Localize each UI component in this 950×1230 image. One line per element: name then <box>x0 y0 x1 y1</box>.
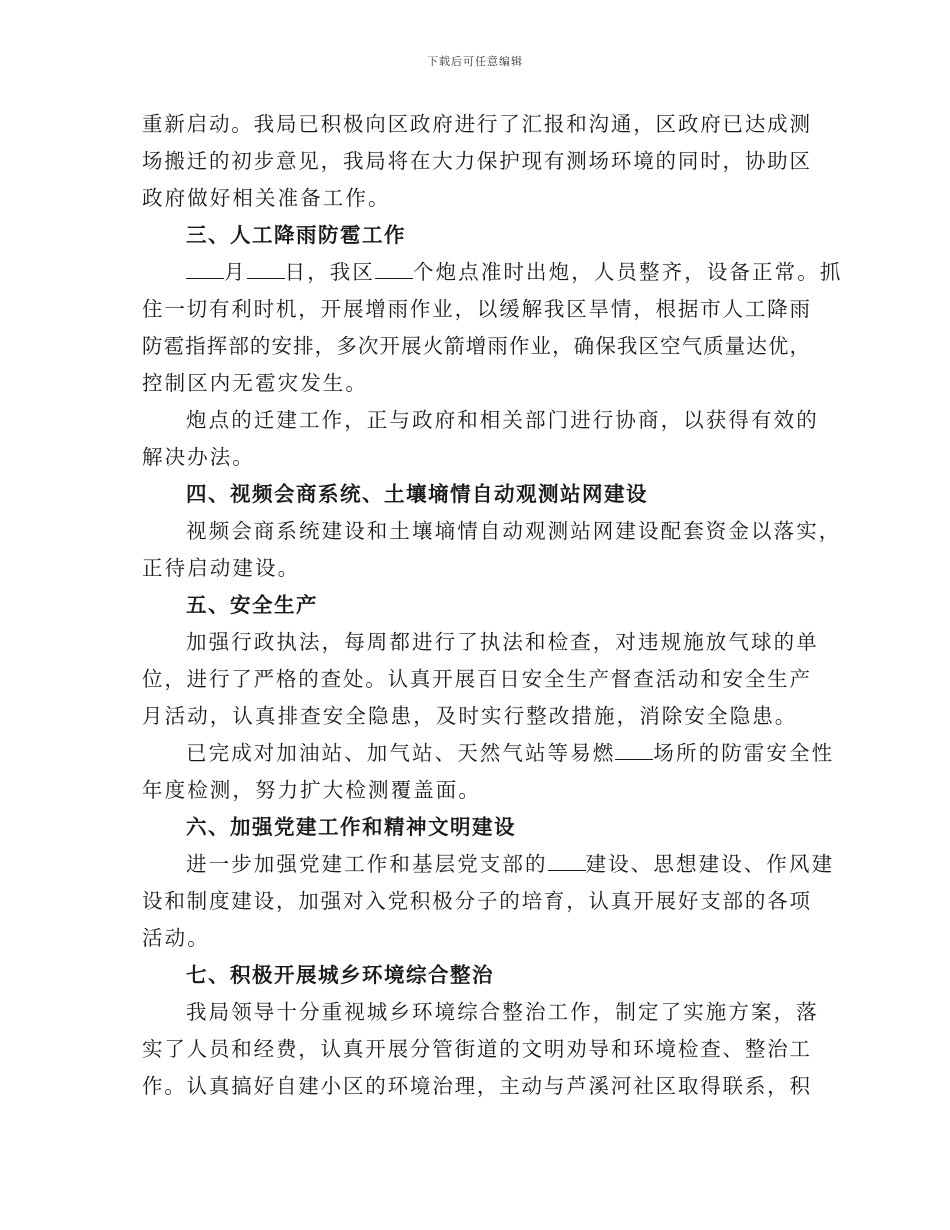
fill-blank <box>375 256 413 279</box>
paragraph-line: 作。认真搞好自建小区的环境治理，主动与芦溪河社区取得联系，积 <box>142 1074 810 1098</box>
section-heading-3: 三、人工降雨防雹工作 <box>186 223 406 247</box>
text-run: 已完成对加油站、加气站、天然气站等易燃 <box>186 741 616 765</box>
text-run: 月 <box>224 260 247 284</box>
paragraph-line: 我局领导十分重视城乡环境综合整治工作，制定了实施方案，落 <box>186 1000 819 1024</box>
paragraph-line: 位，进行了严格的查处。认真开展百日安全生产督查活动和安全生产 <box>142 667 810 691</box>
paragraph-line: 控制区内无雹灾发生。 <box>142 371 368 395</box>
paragraph-line: 加强行政执法，每周都进行了执法和检查，对违规施放气球的单 <box>186 630 819 654</box>
paragraph-line: 场搬迁的初步意见，我局将在大力保护现有测场环境的同时，协助区 <box>142 149 810 173</box>
paragraph-line <box>142 846 835 883</box>
paragraph-line <box>142 735 835 772</box>
section-heading-5: 五、安全生产 <box>186 593 318 617</box>
section-heading-6: 六、加强党建工作和精神文明建设 <box>186 815 516 839</box>
fill-blank <box>615 737 653 760</box>
paragraph-line: 视频会商系统建设和土壤墒情自动观测站网建设配套资金以落实， <box>186 519 842 543</box>
text-run: 进一步加强党建工作和基层党支部的 <box>186 852 548 876</box>
paragraph-line: 活动。 <box>142 926 210 950</box>
paragraph-line: 月活动，认真排查安全隐患，及时实行整改措施，消除安全隐患。 <box>142 704 798 728</box>
paragraph-line: 政府做好相关准备工作。 <box>142 186 391 210</box>
paragraph-line: 设和制度建设，加强对入党积极分子的培育，认真开展好支部的各项 <box>142 889 810 913</box>
document-body <box>142 106 843 1105</box>
paragraph-line: 正待启动建设。 <box>142 556 301 580</box>
paragraph-line: 防雹指挥部的安排，多次开展火箭增雨作业，确保我区空气质量达优， <box>142 334 810 358</box>
paragraph-line: 实了人员和经费，认真开展分管街道的文明劝导和环境检查、整治工 <box>142 1037 810 1061</box>
page-header: 下载后可任意编辑 <box>427 55 523 68</box>
paragraph-line <box>142 254 843 291</box>
fill-blank <box>186 256 224 279</box>
paragraph-line: 解决办法。 <box>142 445 255 469</box>
paragraph-line: 年度检测，努力扩大检测覆盖面。 <box>142 778 481 802</box>
fill-blank <box>247 256 285 279</box>
text-run: 个炮点准时出炮，人员整齐，设备正常。抓 <box>413 260 843 284</box>
paragraph-line: 住一切有利时机，开展增雨作业，以缓解我区旱情，根据市人工降雨 <box>142 297 810 321</box>
text-run: 建设、思想建设、作风建 <box>585 852 835 876</box>
section-heading-7: 七、积极开展城乡环境综合整治 <box>186 963 494 987</box>
text-run: 场所的防雷安全性 <box>653 741 835 765</box>
fill-blank <box>548 848 586 871</box>
section-heading-4: 四、视频会商系统、土壤墒情自动观测站网建设 <box>186 482 648 506</box>
text-run: 日，我区 <box>284 260 376 284</box>
paragraph-line: 炮点的迁建工作，正与政府和相关部门进行协商，以获得有效的 <box>186 408 819 432</box>
paragraph-line: 重新启动。我局已积极向区政府进行了汇报和沟通，区政府已达成测 <box>142 112 810 136</box>
